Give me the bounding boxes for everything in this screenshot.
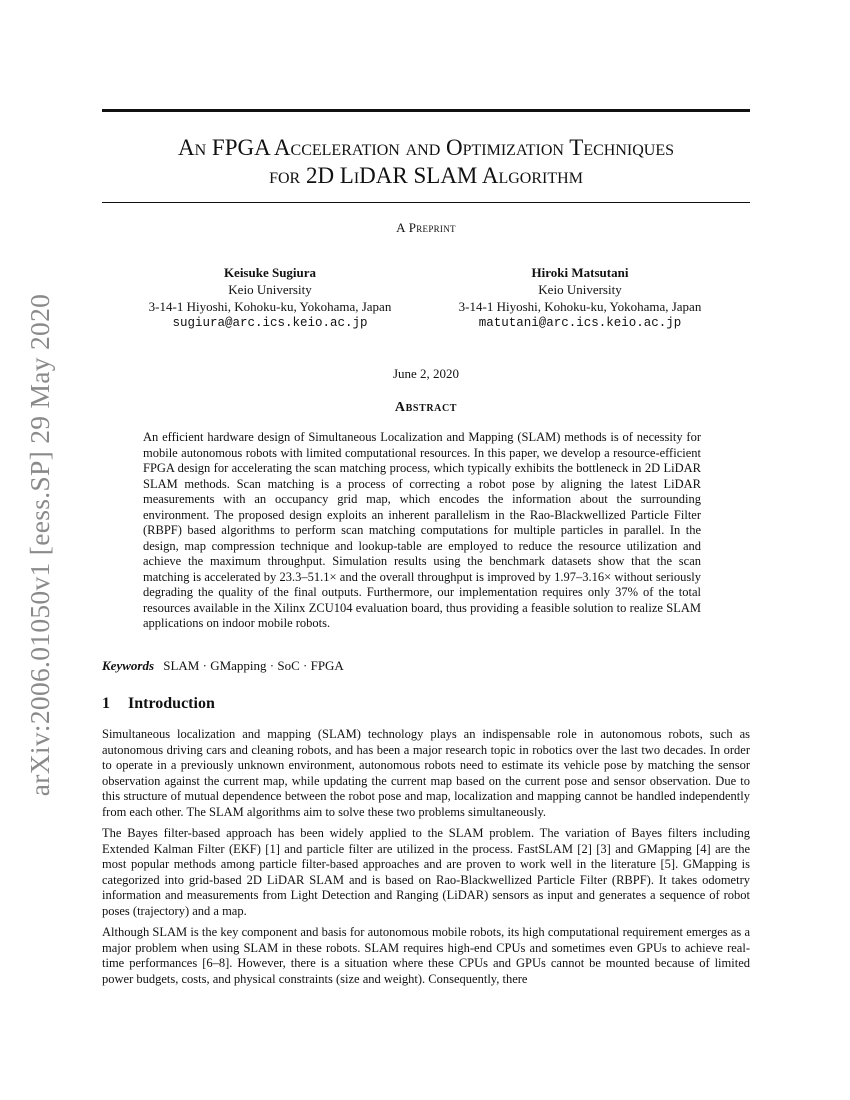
- title-rule-top: [102, 109, 750, 112]
- author-block-1: [110, 264, 430, 332]
- author-address: 3-14-1 Hiyoshi, Kohoku-ku, Yokohama, Japan: [148, 299, 392, 314]
- body-paragraph: Simultaneous localization and mapping (SLAM) technology plays an indispensable role in autonomous robots, such as autonomous driving cars and cleaning robots, and has been a major research topic in robotics over the last two decades. In order to operate in a previously unknown environment, autonomous robots need to estimate its vehicle pose by matching the sensor observation against the current map, while updating the current map based on the current pose and sensor observation. Due to this structure of mutual dependence between the robot pose and map, localization and mapping cannot be handled independently from each other. The SLAM algorithms aim to solve these two problems simultaneously.: [102, 727, 750, 819]
- keywords-label: Keywords: [102, 658, 154, 673]
- section-body: [102, 727, 750, 993]
- paper-title-line-2: for 2D LiDAR SLAM Algorithm: [269, 163, 583, 188]
- paper-title: [102, 134, 750, 190]
- paper-title-line-1: An FPGA Acceleration and Optimization Techniques: [177, 135, 674, 160]
- keywords: [102, 658, 750, 674]
- preprint-label: A Preprint: [396, 220, 456, 235]
- arxiv-stamp: [20, 285, 60, 805]
- body-paragraph: Although SLAM is the key component and basis for autonomous mobile robots, its high computational requirement emerges as a major problem when using SLAM in these robots. SLAM requires high-end CPUs and sometimes even GPUs to achieve real-time performances [6–8]. However, there is a situation where these CPUs and GPUs cannot be mounted because of limited power budgets, costs, and physical constraints (size and weight). Consequently, there: [102, 925, 750, 986]
- section-number: 1: [102, 695, 110, 712]
- section-heading: [102, 695, 215, 713]
- keywords-list: SLAM · GMapping · SoC · FPGA: [163, 658, 344, 673]
- abstract-text: An efficient hardware design of Simultaneous Localization and Mapping (SLAM) methods is of necessity for mobile autonomous robots with limited computational resources. In this paper, we develop a resource-efficient FPGA design for accelerating the scan matching process, which typically exhibits the bottleneck in 2D LiDAR SLAM methods. Scan matching is a process of correcting a robot pose by aligning the latest LiDAR measurements with an occupancy grid map, which encodes the information about the surrounding environment. The proposed design exploits an inherent parallelism in the Rao-Blackwellized Particle Filter (RBPF) based algorithms to perform scan matching computations for multiple particles in parallel. In the design, map compression technique and lookup-table are employed to reduce the resource utilization and achieve the maximum throughput. Simulation results using the benchmark datasets show that the scan matching is accelerated by 23.3–51.1× and the overall throughput is improved by 1.97–3.16× without seriously degrading the quality of the final outputs. Furthermore, our implementation requires only 37% of the total resources available in the Xilinx ZCU104 evaluation board, thus providing a feasible solution to realize SLAM applications on indoor mobile robots.: [143, 430, 701, 630]
- author-address: 3-14-1 Hiyoshi, Kohoku-ku, Yokohama, Japan: [458, 299, 702, 314]
- title-rule-bottom: [102, 202, 750, 203]
- arxiv-stamp-text: arXiv:2006.01050v1 [eess.SP] 29 May 2020: [24, 293, 56, 797]
- author-affiliation: Keio University: [538, 282, 622, 297]
- abstract-heading: Abstract: [394, 400, 458, 415]
- author-affiliation: Keio University: [228, 282, 312, 297]
- author-name: Keisuke Sugiura: [223, 265, 317, 280]
- author-block-2: [420, 264, 740, 332]
- author-email[interactable]: matutani@arc.ics.keio.ac.jp: [478, 316, 682, 330]
- section-title: Introduction: [128, 695, 215, 712]
- author-name: Hiroki Matsutani: [531, 265, 629, 280]
- body-paragraph: The Bayes filter-based approach has been widely applied to the SLAM problem. The variation of Bayes filters including Extended Kalman Filter (EKF) [1] and particle filter are utilized in the process. FastSLAM [2] [3] and GMapping [4] are the most popular methods among particle filter-based approaches and are proven to work well in the literature [5]. GMapping is categorized into grid-based 2D LiDAR SLAM and is based on Rao-Blackwellized Particle Filter (RBPF). It takes odometry information and measurements from Light Detection and Ranging (LiDAR) sensors as input and generates a sequence of robot poses (trajectory) and a map.: [102, 826, 750, 918]
- author-email[interactable]: sugiura@arc.ics.keio.ac.jp: [172, 316, 368, 330]
- publication-date: June 2, 2020: [392, 366, 460, 381]
